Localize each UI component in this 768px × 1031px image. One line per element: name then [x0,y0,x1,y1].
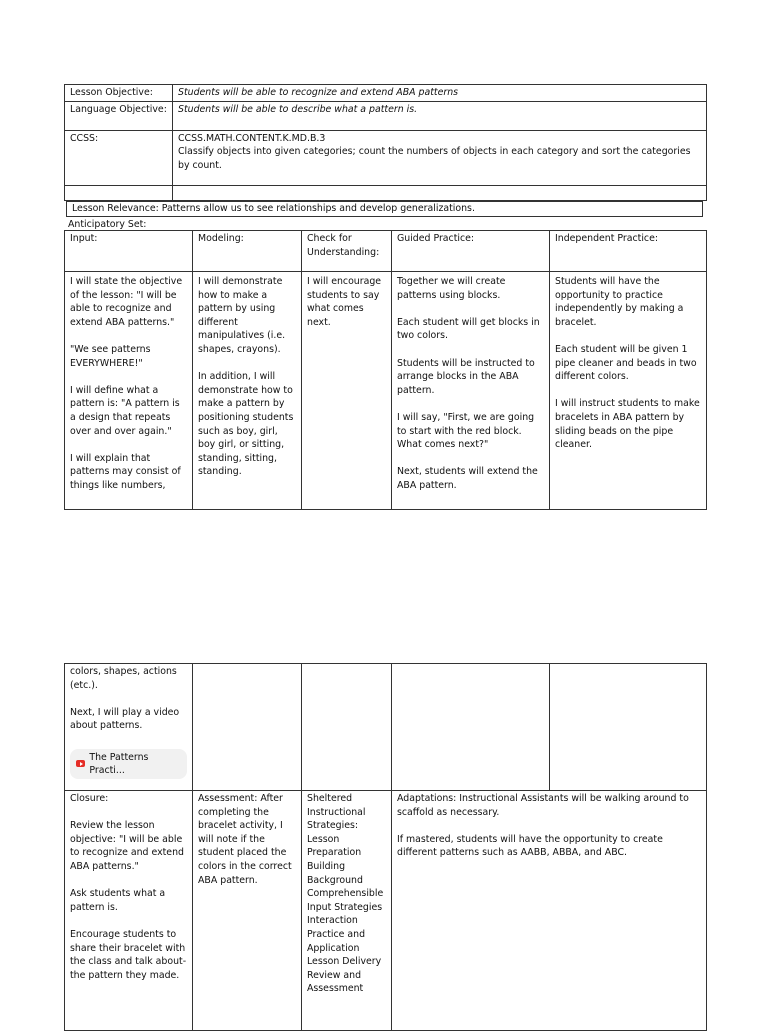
input-paragraph: I will state the objective of the lesson: "I will be able to recognize and extend ABA patterns." [70,276,183,328]
plan-content-row [65,272,707,510]
independent-paragraph: Each student will be given 1 pipe cleaner and beads in two different colors. [555,343,697,383]
assessment-cell: Assessment: After completing the bracelet activity, I will note if the student placed the colors in the correct ABA pattern. [193,791,302,1031]
input-paragraph: colors, shapes, actions (etc.). [70,666,177,691]
check-cell [302,272,392,510]
empty-cell [173,185,707,200]
ccss-cell [173,130,707,185]
language-objective-label: Language Objective: [65,101,173,130]
header-input: Input: [65,231,193,272]
independent-cell [550,272,707,510]
empty-cell [550,664,707,791]
input-cell [65,272,193,510]
modeling-cell [193,272,302,510]
closure-cell [65,791,193,1031]
adaptations-cell [392,791,707,1031]
input-paragraph: "We see patterns EVERYWHERE!" [70,343,151,369]
ccss-text: Classify objects into given categories; count the numbers of objects in each category and sort the categories by count. [178,146,691,171]
video-link-label: The Patterns Practi... [89,751,149,776]
empty-cell [65,185,173,200]
closure-row [65,791,707,1031]
anticipatory-set-label: Anticipatory Set: [68,219,147,230]
empty-cell [302,664,392,791]
closure-paragraph: Review the lesson objective: "I will be able to recognize and extend ABA patterns." [70,820,184,872]
header-check: Check for Understanding: [302,231,392,272]
header-guided: Guided Practice: [392,231,550,272]
lesson-relevance: Lesson Relevance: Patterns allow us to see relationships and develop generalizations. [66,201,703,217]
independent-paragraph: Students will have the opportunity to practice independently by making a bracelet. [555,276,684,328]
adaptations-paragraph: Adaptations: Instructional Assistants will be walking around to scaffold as necessary. [397,793,689,818]
closure-paragraph: Ask students what a pattern is. [70,888,166,913]
continuation-table [64,663,707,1031]
guided-paragraph: Next, students will extend the ABA pattern. [397,466,538,491]
header-independent: Independent Practice: [550,231,707,272]
sheltered-strategies-cell: Sheltered Instructional Strategies: Lesson Preparation Building Background Comprehensible Input Strategies Interaction Practice and Application Lesson Delivery Review and Assessment [302,791,392,1031]
input-paragraph: Next, I will play a video about patterns. [70,706,180,732]
check-paragraph: I will encourage students to say what comes next. [307,276,382,328]
guided-cell [392,272,550,510]
ccss-label: CCSS: [65,130,173,185]
modeling-paragraph: I will demonstrate how to make a pattern by using different manipulatives (i.e. shapes, crayons). [198,276,286,355]
video-link[interactable] [70,749,187,779]
guided-paragraph: Together we will create patterns using blocks. [397,276,506,301]
plan-header-row [65,231,707,272]
input-paragraph: I will define what a pattern is: "A pattern is a design that repeats over and over again." [70,384,180,437]
independent-paragraph: I will instruct students to make bracelets in ABA pattern by sliding beads on the pipe cleaner. [555,398,700,451]
modeling-paragraph: In addition, I will demonstrate how to make a pattern by positioning students such as boy, girl, boy girl, or sitting, standing, sitting, standing. [198,371,294,478]
guided-paragraph: Each student will get blocks in two colors. [397,316,540,342]
guided-paragraph: Students will be instructed to arrange blocks in the ABA pattern. [397,357,535,396]
guided-paragraph: I will say, "First, we are going to start with the red block. What comes next?" [397,411,535,451]
closure-paragraph: Encourage students to share their bracelet with the class and talk about- the pattern they made. [70,928,187,981]
closure-paragraph: Closure: [70,793,109,804]
adaptations-paragraph: If mastered, students will have the opportunity to create different patterns such as AABB, ABBA, and ABC. [397,833,663,859]
youtube-icon [76,760,85,767]
lesson-plan-table [64,230,707,510]
lesson-objective-label: Lesson Objective: [65,85,173,102]
header-modeling: Modeling: [193,231,302,272]
continuation-row [65,664,707,791]
empty-cell [392,664,550,791]
lesson-objective: Students will be able to recognize and extend ABA patterns [173,85,707,102]
input-continued-cell [65,664,193,791]
input-paragraph: I will explain that patterns may consist of things like numbers, [70,452,181,491]
objectives-table [64,84,707,201]
language-objective: Students will be able to describe what a pattern is. [173,101,707,130]
empty-cell [193,664,302,791]
ccss-code: CCSS.MATH.CONTENT.K.MD.B.3 [178,132,326,144]
